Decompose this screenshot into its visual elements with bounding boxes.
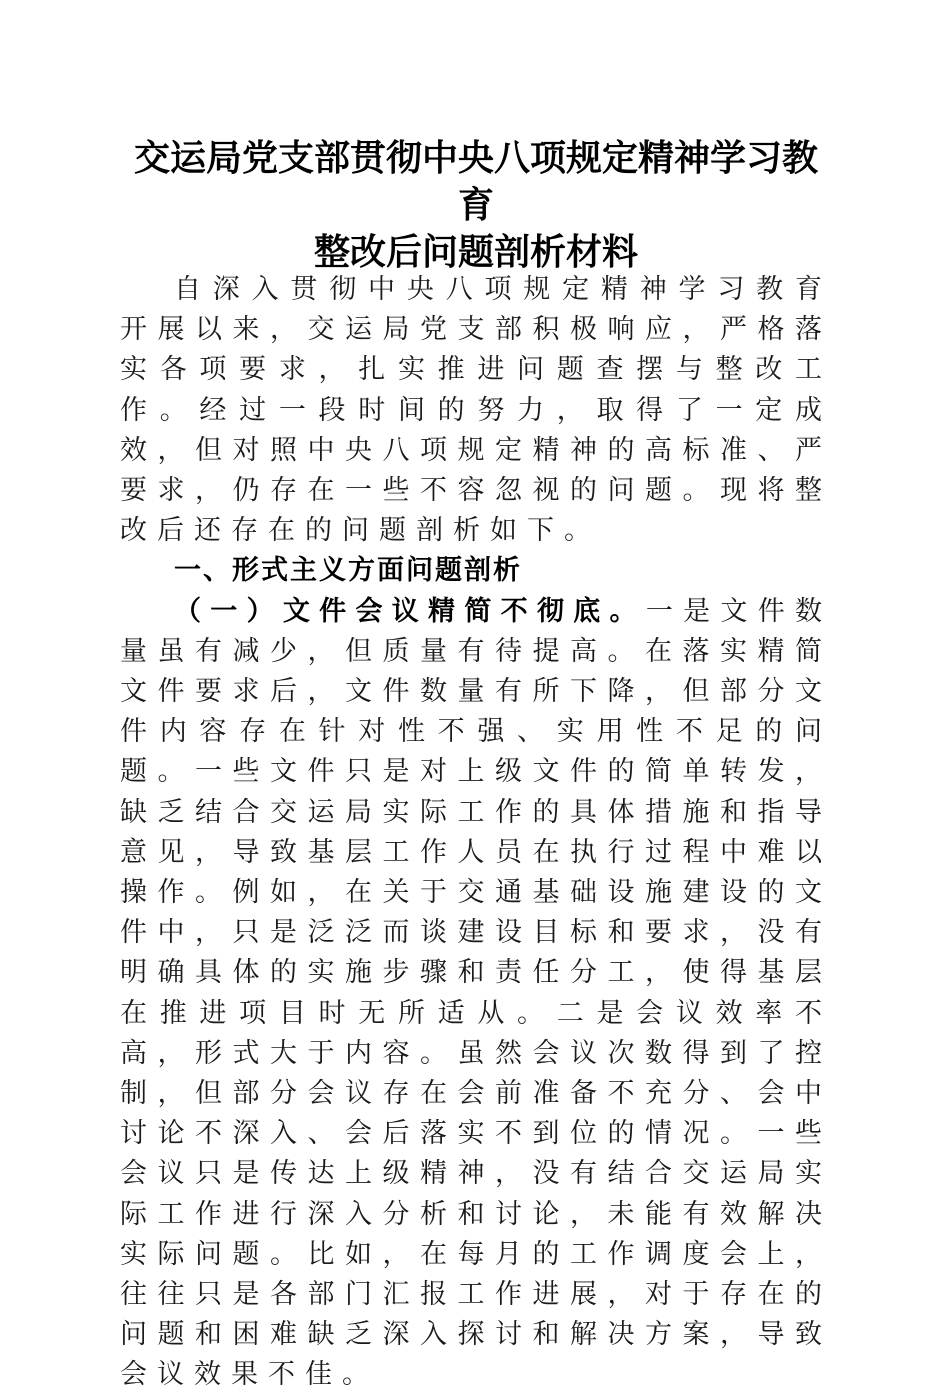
subsection-body: 一是文件数量虽有减少，但质量有待提高。在落实精简文件要求后，文件数量有所下降，但部分文件内容存在针对性不强、实用性不足的问题。一些文件只是对上级文件的简单转发，缺乏结合交运局实际工作的具体措施和指导意见，导致基层工作人员在执行过程中难以操作。例如，在关于交通基础设施建设的文件中，只是泛泛而谈建设目标和要求，没有明确具体的实施步骤和责任分工，使得基层在推进项目时无所适从。二是会议效率不高，形式大于内容。虽然会议次数得到了控制，但部分会议存在会前准备不充分、会中讨论不深入、会后落实不到位的情况。一些会议只是传达上级精神，没有结合交运局实际工作进行深入分析和讨论，未能有效解决实际问题。比如，在每月的工作调度会上，往往只是各部门汇报工作进展，对于存在的问题和困难缺乏深入探讨和解决方案，导致会议效果不佳。 <box>120 595 833 1391</box>
intro-paragraph: 自深入贯彻中央八项规定精神学习教育开展以来，交运局党支部积极响应，严格落实各项要求，扎实推进问题查摆与整改工作。经过一段时间的努力，取得了一定成效，但对照中央八项规定精神的高标准、严要求，仍存在一些不容忽视的问题。现将整改后还存在的问题剖析如下。 <box>120 274 832 547</box>
title-line-2: 整改后问题剖析材料 <box>313 231 638 273</box>
document-body <box>120 270 832 1396</box>
document-title <box>120 135 832 276</box>
subsection-paragraph <box>120 592 832 1396</box>
section-heading: 一、形式主义方面问题剖析 <box>174 555 522 587</box>
title-line-1: 交运局党支部贯彻中央八项规定精神学习教育 <box>133 137 818 226</box>
subsection-heading: （一）文件会议精简不彻底。 <box>174 595 646 627</box>
